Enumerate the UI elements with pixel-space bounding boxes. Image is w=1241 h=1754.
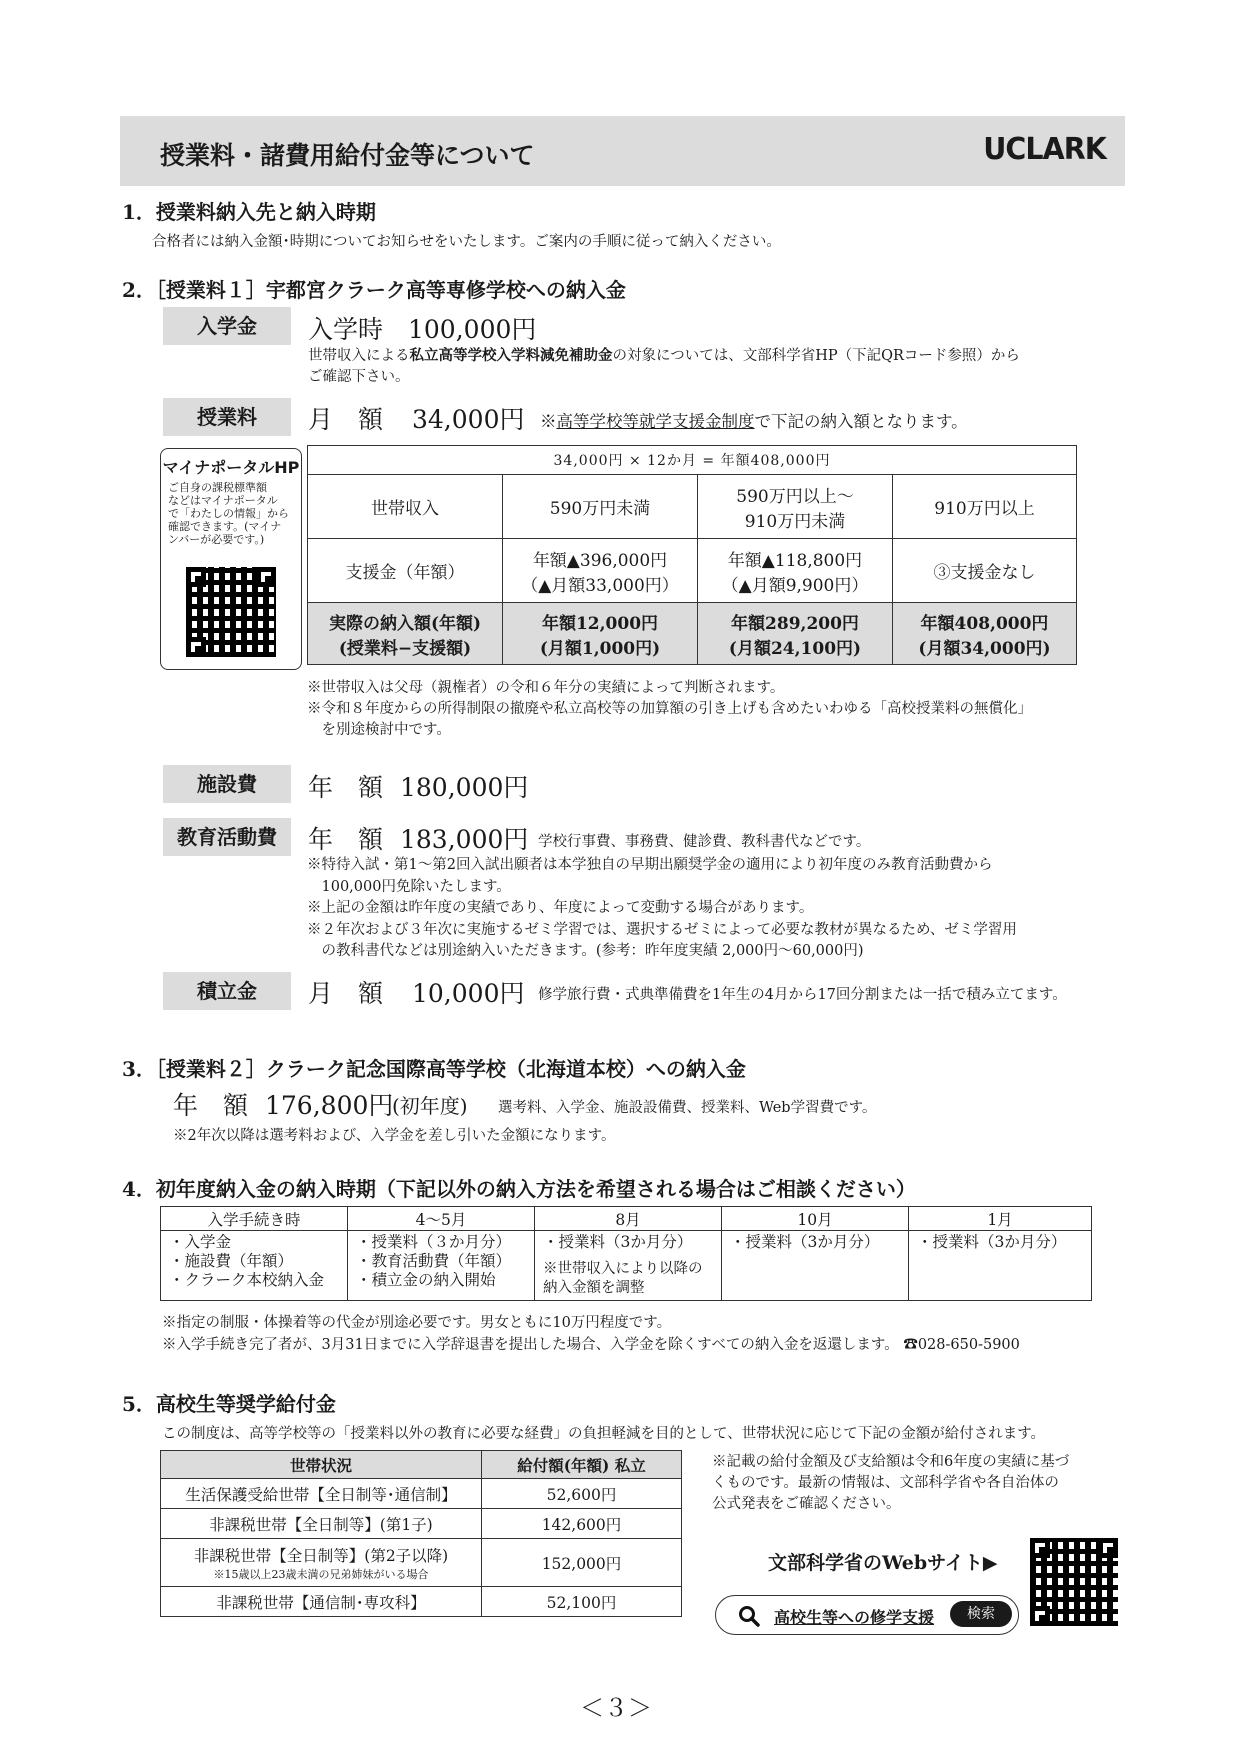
tsumitate-label: 積立金: [163, 972, 291, 1010]
s3-amount: 176,800円: [265, 1091, 394, 1120]
nyugakukin-note2: ご確認下さい。: [308, 369, 410, 385]
kyoiku-desc: 学校行事費、事務費、健診費、教科書代などです。: [538, 834, 871, 850]
jugyoryo-label: 授業料: [163, 398, 291, 436]
jugyoryo-amount: 34,000円: [412, 405, 525, 434]
shisetsu-amount: 180,000円: [400, 773, 529, 802]
kyoiku-label: 教育活動費: [163, 818, 291, 856]
s3-desc: 選考料、入学金、施設設備費、授業料、Web学習費です。: [498, 1100, 877, 1116]
mynaportal-box: [160, 448, 302, 670]
s3-note: ※2年次以降は選考料および、入学金を差し引いた金額になります。: [173, 1128, 616, 1144]
s5-text: この制度は、高等学校等の「授業料以外の教育に必要な経費」の負担軽減を目的として、世帯状況に応じて下記の金額が給付されます。: [162, 1426, 1046, 1442]
tsumitate-amount: 10,000円: [412, 979, 525, 1008]
section1-heading: 1．授業料納入先と納入時期: [122, 200, 376, 224]
kyoiku-period: 年 額: [308, 825, 384, 854]
s3-suffix: (初年度): [392, 1094, 468, 1118]
page-title: 授業料・諸費用給付金等について: [160, 141, 535, 170]
tsumitate-period: 月 額: [308, 979, 384, 1008]
mynaportal-title: マイナポータルHP: [162, 458, 300, 477]
s5-note: ※記載の給付金額及び支給額は令和6年度の実績に基づ くものです。最新の情報は、文部科学省や各自治体の 公式発表をご確認ください。: [712, 1454, 1070, 1512]
nyugakukin-label: 入学金: [163, 307, 291, 345]
magnifier-icon: [738, 1605, 760, 1627]
section1-text: 合格者には納入金額･時期についてお知らせをいたします。ご案内の手順に従って納入ください。: [152, 234, 781, 250]
header-banner: [120, 116, 1125, 186]
search-bar[interactable]: [715, 1595, 1019, 1635]
uclark-logo: UCLARK: [983, 132, 1106, 167]
shisetsu-period: 年 額: [308, 773, 384, 802]
nyugakukin-note: 世帯収入による私立高等学校入学料減免補助金の対象については、文部科学省HP（下記QRコード参照）から: [308, 347, 1020, 364]
mext-qr-code[interactable]: [1030, 1538, 1118, 1626]
actual-payment-row: 実際の納入額(年額) (授業料−支援額) 年額12,000円 (月額1,000円) 年額289,200円 (月額24,100円) 年額408,000円 (月額34,000円): [308, 603, 1077, 665]
page-number: ＜３＞: [580, 1694, 652, 1722]
shugaku-shienkin-link[interactable]: 高等学校等就学支援金制度: [556, 412, 755, 431]
tsumitate-desc: 修学旅行費・式典準備費を1年生の4月から17回分割または一括で積み立てます。: [538, 987, 1067, 1003]
mynaportal-qr-code[interactable]: [186, 567, 276, 657]
tuition-calc-row: 34,000円 × 12か月 = 年額408,000円: [308, 446, 1077, 475]
section4-heading: 4．初年度納入金の納入時期（下記以外の納入方法を希望される場合はご相談ください）: [122, 1177, 916, 1201]
section2-heading: 2．［授業料１］宇都宮クラーク高等専修学校への納入金: [122, 278, 626, 302]
mynaportal-desc: ご自身の課税標準額 などはマイナポータル で「わたしの情報」から 確認できます。(マイナ ンバーが必要です。): [168, 481, 289, 546]
jugyoryo-note: ※高等学校等就学支援金制度で下記の納入額となります。: [540, 412, 968, 431]
mext-web-label: 文部科学省のWebサイト▶: [768, 1552, 998, 1574]
section5-heading: 5．高校生等奨学給付金: [122, 1392, 336, 1416]
kyoiku-notes: ※特待入試・第1～第2回入試出願者は本学独自の早期出願奨学金の適用により初年度のみ教育活動費から 100,000円免除いたします。 ※上記の金額は昨年度の実績であり、年度によって変動する場合があります。 ※２年次および３年次に実施するゼミ学習では、選択するゼミによって必要な教材が異なるため、ゼミ学習用 の教科書代などは別途納入いただきます。(参考：昨年度実績 2,000円～60,000円): [307, 857, 1017, 959]
kyoiku-amount: 183,000円: [400, 825, 529, 854]
jugyoryo-monthly: 月 額: [308, 405, 384, 434]
tuition-notes: ※世帯収入は父母（親権者）の令和６年分の実績によって判断されます。 ※令和８年度からの所得制限の撤廃や私立高校等の加算額の引き上げも含めたいわゆる「高校授業料の無償化」 を別途検討中です。: [307, 680, 1032, 738]
payment-schedule-table: 入学手続き時 4～5月 8月 10月 1月 ・入学金 ・施設費（年額） ・クラーク本校納入金 ・授業料（３か月分） ・教育活動費（年額） ・積立金の納入開始 ・授業料（3か月分） ※世帯収入により以降の 納入金額を調整 ・授業料（3か月分） ・授業料（3か月分）: [160, 1206, 1092, 1301]
search-button[interactable]: 検索: [950, 1601, 1012, 1627]
search-text[interactable]: 高校生等への修学支援: [774, 1608, 935, 1627]
nyugakukin-amount: 入学時 100,000円: [308, 315, 537, 344]
scholarship-table: 世帯状況 給付額(年額) 私立 生活保護受給世帯【全日制等･通信制】 52,600円 非課税世帯【全日制等】(第1子) 142,600円 非課税世帯【全日制等】(第2子以降) ※15歳以上23歳未満の兄弟姉妹がいる場合 152,000円 非課税世帯【通信制･専攻科】 52,100円: [160, 1450, 682, 1617]
section3-heading: 3．［授業料２］クラーク記念国際高等学校（北海道本校）への納入金: [122, 1057, 746, 1081]
s3-period: 年 額: [173, 1091, 249, 1120]
tuition-support-table: 34,000円 × 12か月 = 年額408,000円 世帯収入 590万円未満 590万円以上～ 910万円未満 910万円以上 支援金（年額） 年額▲396,000円 （▲月額33,000円） 年額▲118,800円 （▲月額9,900円） ③支援金なし 実際の納入額(年額) (授業料−支援額) 年額12,000円 (月額1,000円) 年額289,200円 (月額24,100円) 年額408,000円 (月額34,000円): [307, 445, 1077, 665]
s4-notes: ※指定の制服・体操着等の代金が別途必要です。男女ともに10万円程度です。 ※入学手続き完了者が、3月31日までに入学辞退書を提出した場合、入学金を除くすべての納入金を返還します。 ☎028-650-5900: [162, 1315, 1020, 1353]
shisetsu-label: 施設費: [163, 765, 291, 803]
